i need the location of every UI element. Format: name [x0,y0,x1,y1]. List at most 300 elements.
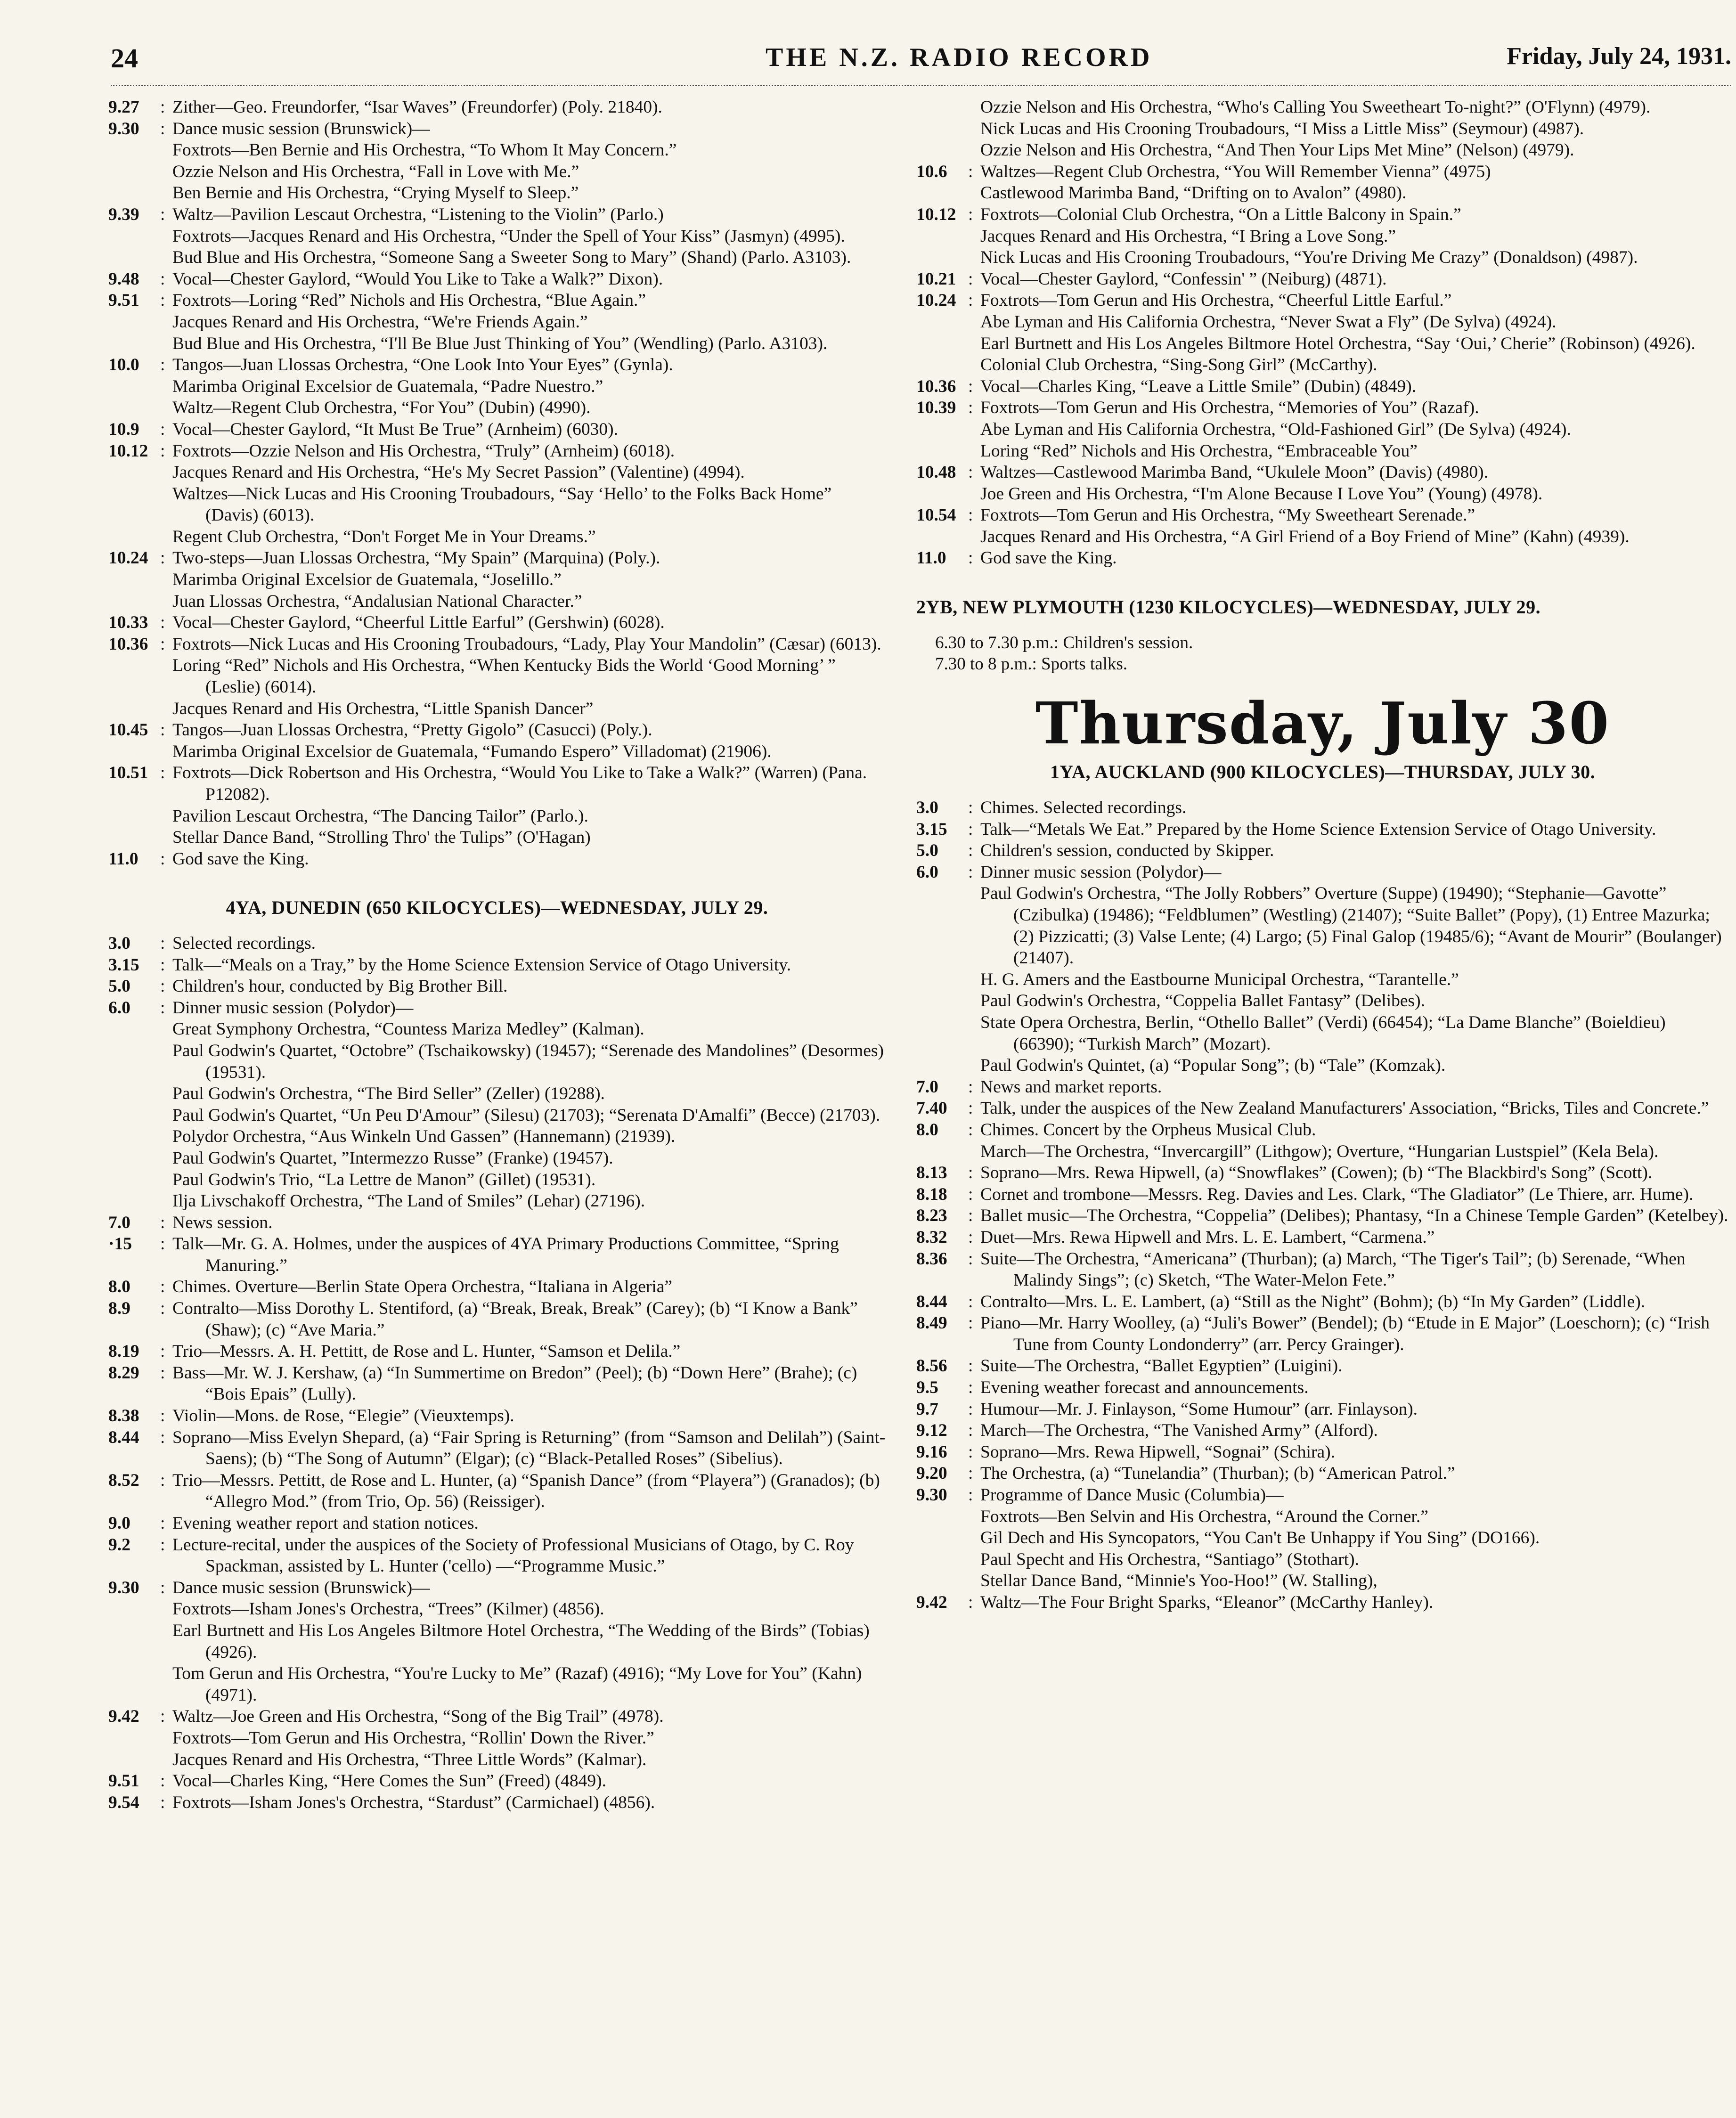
schedule-entry [916,1592,1729,1613]
entry-colon: : [968,1163,973,1183]
header-rule [111,85,1731,86]
schedule-entry [916,269,1729,290]
entry-line: News and market reports. [980,1077,1162,1097]
entry-text [980,1205,1729,1227]
entry-colon: : [160,1406,165,1426]
entry-line: Waltzes—Castlewood Marimba Band, “Ukulele Moon” (Davis) (4980). [980,463,1488,482]
entry-line: Foxtrots—Tom Gerun and His Orchestra, “Rollin' Down the River.” [172,1728,654,1748]
entry-line: Waltzes—Regent Club Orchestra, “You Will Remember Vienna” (4975) [980,162,1491,181]
entry-text [980,97,1729,161]
entry-time: 11.0 [916,548,946,568]
entry-line: Ozzie Nelson and His Orchestra, “Who's Calling You Sweetheart To-night?” (O'Flynn) (4979). [980,98,1651,117]
entry-line: Earl Burtnett and His Los Angeles Biltmore Hotel Orchestra, “The Wedding of the Birds” (Tobias) (4926). [172,1621,870,1662]
entry-line: Jacques Renard and His Orchestra, “I Bring a Love Song.” [980,226,1396,246]
entry-line: The Orchestra, (a) “Tunelandia” (Thurban); (b) “American Patrol.” [980,1464,1455,1483]
entry-line: March—The Orchestra, “The Vanished Army” (Alford). [980,1421,1378,1441]
entry-line: Juan Llossas Orchestra, “Andalusian National Character.” [172,591,582,611]
entry-line: Gil Dech and His Syncopators, “You Can't Be Unhappy if You Sing” (DO166). [980,1528,1540,1548]
entry-time: 3.0 [108,933,130,953]
entry-colon: : [968,162,973,181]
entry-colon: : [160,441,165,461]
schedule-entry [108,976,886,997]
entry-colon: : [160,1299,165,1319]
entry-colon: : [160,1213,165,1232]
entry-colon: : [160,98,165,117]
entry-time: 8.29 [108,1363,139,1383]
entry-line: Jacques Renard and His Orchestra, “We're Friends Again.” [172,312,588,332]
entry-colon: : [968,1099,973,1118]
schedule-entry [916,204,1729,269]
left-block-b [108,933,886,1813]
entry-line: Soprano—Mrs. Rewa Hipwell, “Sognai” (Schira). [980,1442,1335,1462]
entry-time: 9.12 [916,1421,947,1441]
entry-line: Jacques Renard and His Orchestra, “He's My Secret Passion” (Valentine) (4994). [172,463,745,482]
entry-colon: : [968,819,973,839]
entry-line: Joe Green and His Orchestra, “I'm Alone Because I Love You” (Young) (4978). [980,484,1543,504]
schedule-entry [916,819,1729,840]
entry-line: Foxtrots—Ozzie Nelson and His Orchestra, “Truly” (Arnheim) (6018). [172,441,675,461]
schedule-entry [108,848,886,870]
entry-text [172,933,886,954]
entry-colon: : [968,204,973,224]
entry-colon: : [968,1077,973,1097]
entry-line: Nick Lucas and His Crooning Troubadours, “I Miss a Little Miss” (Seymour) (4987). [980,119,1584,138]
entry-text [980,547,1729,569]
schedule-entry [916,1184,1729,1206]
entry-text [172,1427,886,1470]
entry-line: Children's hour, conducted by Big Brother Bill. [172,977,508,996]
entry-line: Humour—Mr. J. Finlayson, “Some Humour” (arr. Finlayson). [980,1399,1418,1419]
page-header [111,42,1731,85]
right-block-b [916,797,1729,1613]
schedule-entry [916,862,1729,1076]
schedule-entry [108,1427,886,1470]
schedule-entry [108,290,886,354]
entry-colon: : [160,1427,165,1447]
entry-line: Suite—The Orchestra, “Ballet Egyptien” (Luigini). [980,1356,1343,1376]
schedule-entry [916,290,1729,375]
schedule-entry [916,1312,1729,1355]
entry-time: 9.0 [108,1514,130,1533]
entry-text [172,1233,886,1276]
entry-text [980,840,1729,862]
right-block-a [916,97,1729,569]
entry-colon: : [968,798,973,818]
entry-line: Pavilion Lescaut Orchestra, “The Dancing Tailor” (Parlo.). [172,806,588,826]
entry-text [172,1513,886,1534]
entry-text [980,1248,1729,1291]
entry-line: Marimba Original Excelsior de Guatemala, “Joselillo.” [172,570,562,590]
entry-time: 9.30 [108,119,139,138]
entry-text [980,1227,1729,1248]
schedule-entry [108,354,886,419]
entry-time: 6.0 [916,862,938,882]
entry-line: Talk—“Metals We Eat.” Prepared by the Home Science Extension Service of Otago University. [980,819,1656,839]
entry-time: 8.23 [916,1206,947,1226]
entry-text [172,976,886,997]
entry-line: Waltz—Regent Club Orchestra, “For You” (Dubin) (4990). [172,398,591,418]
entry-line: Waltzes—Nick Lucas and His Crooning Troubadours, “Say ‘Hello’ to the Folks Back Home” (Davis) (6013). [172,484,832,525]
entry-colon: : [160,291,165,310]
entry-colon: : [968,398,973,418]
entry-text [172,1405,886,1427]
entry-line: Paul Godwin's Quartet, “Un Peu D'Amour” (Silesu) (21703); “Serenata D'Amalfi” (Becce) (21703). [172,1105,880,1125]
entry-line: Foxtrots—Tom Gerun and His Orchestra, “My Sweetheart Serenade.” [980,505,1475,525]
section-2yb-lines [916,632,1729,675]
entry-line: Waltz—The Four Bright Sparks, “Eleanor” (McCarthy Hanley). [980,1593,1434,1612]
entry-text [172,290,886,354]
schedule-entry [916,547,1729,569]
entry-time: 8.32 [916,1227,947,1247]
entry-time: 9.42 [916,1593,947,1612]
entry-time: 7.0 [916,1077,938,1097]
entry-text [172,1792,886,1814]
entry-time: 10.51 [108,763,148,783]
entry-text [172,1341,886,1362]
entry-colon: : [160,1771,165,1791]
entry-line: Tom Gerun and His Orchestra, “You're Lucky to Me” (Razaf) (4916); “My Love for You” (Kahn) (4971). [172,1664,862,1705]
entry-text [980,397,1729,462]
entry-colon: : [160,355,165,375]
entry-text [980,290,1729,375]
entry-time: 9.48 [108,269,139,289]
entry-colon: : [160,998,165,1018]
entry-colon: : [968,1399,973,1419]
entry-colon: : [160,119,165,138]
entry-text [172,634,886,719]
schedule-entry [108,1405,886,1427]
schedule-entry [916,1377,1729,1399]
left-block-a [108,97,886,870]
entry-line: Dinner music session (Polydor)— [172,998,414,1018]
entry-colon: : [160,613,165,633]
entry-line: Polydor Orchestra, “Aus Winkeln Und Gassen” (Hannemann) (21939). [172,1127,676,1147]
entry-line: Vocal—Chester Gaylord, “Would You Like to Take a Walk?” Dixon). [172,269,663,289]
entry-line: Chimes. Selected recordings. [980,798,1187,818]
entry-colon: : [160,763,165,783]
entry-time: 8.52 [108,1470,139,1490]
entry-line: Stellar Dance Band, “Minnie's Yoo-Hoo!” (W. Stalling), [980,1571,1377,1591]
schedule-entry [108,1534,886,1577]
entry-text [980,1184,1729,1206]
entry-line: Children's session, conducted by Skipper. [980,841,1274,861]
entry-time: 10.36 [108,634,148,654]
entry-colon: : [160,1707,165,1727]
entry-line: Contralto—Mrs. L. E. Lambert, (a) “Still as the Night” (Bohm); (b) “In My Garden” (Liddle). [980,1292,1646,1312]
entry-line: Chimes. Overture—Berlin State Opera Orchestra, “Italiana in Algeria” [172,1277,673,1297]
entry-colon: : [160,1578,165,1597]
entry-colon: : [968,291,973,310]
entry-line: Talk—Mr. G. A. Holmes, under the auspices of 4YA Primary Productions Committee, “Spring Manuring.” [172,1234,839,1275]
issue-date: Friday, July 24, 1931. [1507,43,1731,70]
entry-line: Vocal—Charles King, “Here Comes the Sun” (Freed) (4849). [172,1771,606,1791]
entry-text [980,1420,1729,1442]
entry-line: State Opera Orchestra, Berlin, “Othello Ballet” (Verdi) (66454); “La Dame Blanche” (Boieldieu) (66390); “Turkish March” (Mozart). [980,1012,1666,1054]
entry-time: 8.44 [916,1292,947,1312]
entry-time: 8.0 [916,1120,938,1140]
schedule-entry [108,1706,886,1770]
schedule-entry [108,1212,886,1234]
schedule-entry [108,1577,886,1706]
entry-colon: : [968,1120,973,1140]
entry-time: 9.16 [916,1442,947,1462]
entry-time: 10.12 [916,204,956,224]
entry-colon: : [968,1227,973,1247]
entry-time: 9.2 [108,1535,130,1555]
schedule-entry [108,1513,886,1534]
entry-line: Zither—Geo. Freundorfer, “Isar Waves” (Freundorfer) (Poly. 21840). [172,98,662,117]
entry-line: Bud Blue and His Orchestra, “I'll Be Blue Just Thinking of You” (Wendling) (Parlo. A3103). [172,334,828,353]
entry-time: 7.0 [108,1213,130,1232]
entry-time: 10.21 [916,269,956,289]
schedule-entry [108,97,886,118]
entry-line: Foxtrots—Tom Gerun and His Orchestra, “Memories of You” (Razaf). [980,398,1479,418]
entry-time: 10.12 [108,441,148,461]
entry-line: Foxtrots—Dick Robertson and His Orchestra, “Would You Like to Take a Walk?” (Warren) (Pana. P12082). [172,763,867,804]
section-heading-4ya: 4YA, DUNEDIN (650 KILOCYCLES)—WEDNESDAY, JULY 29. [226,897,768,919]
entry-text [172,848,886,870]
entry-colon: : [160,933,165,953]
entry-time: 10.24 [108,548,148,568]
entry-line: News session. [172,1213,273,1232]
entry-line: Suite—The Orchestra, “Americana” (Thurban); (a) March, “The Tiger's Tail”; (b) Serenade, “When Malindy Sings”; (c) Sketch, “The Water-Melon Fete.” [980,1249,1686,1290]
entry-line: Tangos—Juan Llossas Orchestra, “Pretty Gigolo” (Casucci) (Poly.). [172,720,652,740]
entry-line: H. G. Amers and the Eastbourne Municipal Orchestra, “Tarantelle.” [980,969,1459,989]
entry-colon: : [968,1485,973,1505]
entry-line: Paul Godwin's Orchestra, “The Bird Seller” (Zeller) (19288). [172,1084,605,1104]
entry-line: Foxtrots—Ben Bernie and His Orchestra, “To Whom It May Concern.” [172,140,677,160]
schedule-entry [916,840,1729,862]
entry-line: Talk—“Meals on a Tray,” by the Home Science Extension Service of Otago University. [172,955,791,975]
entry-line: Chimes. Concert by the Orpheus Musical Club. [980,1120,1316,1140]
entry-colon: : [160,720,165,740]
entry-time: 11.0 [108,849,139,869]
entry-text [980,1592,1729,1613]
entry-time: 6.0 [108,998,130,1018]
entry-line: Piano—Mr. Harry Woolley, (a) “Juli's Bower” (Bendel); (b) “Etude in E Major” (Loeschorn); (c) “Irish Tune from County Londonderry” (arr. Percy Grainger). [980,1313,1710,1354]
entry-time: 9.5 [916,1378,938,1398]
entry-time: 9.27 [108,98,139,117]
entry-text [980,505,1729,547]
entry-line: Jacques Renard and His Orchestra, “A Girl Friend of a Boy Friend of Mine” (Kahn) (4939). [980,527,1630,546]
schedule-entry [108,118,886,204]
right-column [916,97,1729,1613]
entry-line: Ozzie Nelson and His Orchestra, “Fall in Love with Me.” [172,162,579,181]
entry-text [172,204,886,269]
entry-text [172,1770,886,1792]
entry-line: Paul Godwin's Quartet, ”Intermezzo Russe” (Franke) (19457). [172,1148,613,1168]
schedule-entry [916,1463,1729,1484]
section-heading-1ya: 1YA, AUCKLAND (900 KILOCYCLES)—THURSDAY, JULY 30. [1050,761,1596,783]
entry-colon: : [160,548,165,568]
schedule-entry [108,762,886,848]
schedule-entry [916,505,1729,547]
schedule-entry [916,1205,1729,1227]
entry-time: 9.30 [916,1485,947,1505]
entry-text [980,1442,1729,1463]
entry-colon: : [160,977,165,996]
entry-text [980,204,1729,269]
entry-time: 9.39 [108,204,139,224]
entry-colon: : [968,1464,973,1483]
entry-line: Loring “Red” Nichols and His Orchestra, “Embraceable You” [980,441,1418,461]
entry-line: Vocal—Chester Gaylord, “Confessin' ” (Neiburg) (4871). [980,269,1387,289]
schedule-entry [108,1233,886,1276]
entry-text [172,440,886,548]
schedule-entry [108,204,886,269]
entry-time: 8.13 [916,1163,947,1183]
entry-time: 9.20 [916,1464,947,1483]
schedule-entry [108,419,886,440]
entry-time: 7.40 [916,1099,947,1118]
entry-line: Foxtrots—Isham Jones's Orchestra, “Trees” (Kilmer) (4856). [172,1599,604,1619]
entry-line: Loring “Red” Nichols and His Orchestra, “When Kentucky Bids the World ‘Good Morning’ ” (Leslie) (6014). [172,656,836,697]
entry-line: Violin—Mons. de Rose, “Elegie” (Vieuxtemps). [172,1406,514,1426]
entry-time: 5.0 [916,841,938,861]
entry-line: Dinner music session (Polydor)— [980,862,1222,882]
entry-colon: : [968,1593,973,1612]
entry-text [172,354,886,419]
entry-text [172,762,886,848]
entry-colon: : [160,419,165,439]
day-heading: Thursday, July 30 [1035,689,1610,757]
entry-line: Castlewood Marimba Band, “Drifting on to Avalon” (4980). [980,183,1407,203]
entry-line: Jacques Renard and His Orchestra, “Three Little Words” (Kalmar). [172,1750,647,1769]
entry-text [172,1577,886,1706]
entry-colon: : [968,548,973,568]
schedule-entry [916,1119,1729,1162]
schedule-entry [108,1362,886,1405]
entry-text [980,1399,1729,1420]
entry-line: Ozzie Nelson and His Orchestra, “And Then Your Lips Met Mine” (Nelson) (4979). [980,140,1574,160]
entry-line: Contralto—Miss Dorothy L. Stentiford, (a) “Break, Break, Break” (Carey); (b) “I Know a Bank” (Shaw); (c) “Ave Maria.” [172,1299,858,1340]
entry-colon: : [160,1535,165,1555]
entry-time: 10.36 [916,376,956,396]
entry-line: Regent Club Orchestra, “Don't Forget Me in Your Dreams.” [172,527,596,546]
entry-colon: : [968,1206,973,1226]
entry-line: Vocal—Charles King, “Leave a Little Smile” (Dubin) (4849). [980,376,1417,396]
entry-time: 9.51 [108,1771,139,1791]
entry-line: Waltz—Joe Green and His Orchestra, “Song of the Big Trail” (4978). [172,1707,664,1727]
entry-line: Waltz—Pavilion Lescaut Orchestra, “Listening to the Violin” (Parlo.) [172,204,664,224]
entry-time: 8.19 [108,1342,139,1361]
entry-line: God save the King. [980,548,1117,568]
entry-line: Foxtrots—Loring “Red” Nichols and His Orchestra, “Blue Again.” [172,291,646,310]
entry-text [172,547,886,612]
entry-time: 8.56 [916,1356,947,1376]
entry-colon: : [968,1378,973,1398]
schedule-entry [108,1276,886,1298]
schedule-entry [108,954,886,976]
entry-line: March—The Orchestra, “Invercargill” (Lithgow); Overture, “Hungarian Lustspiel” (Kela Bela). [980,1141,1659,1161]
entry-colon: : [968,1313,973,1333]
schedule-entry [916,1227,1729,1248]
schedule-entry [916,797,1729,819]
entry-text [172,1212,886,1234]
entry-time: 8.18 [916,1184,947,1204]
schedule-entry [916,1291,1729,1313]
entry-time: 3.15 [108,955,139,975]
entry-line: Vocal—Chester Gaylord, “Cheerful Little Earful” (Gershwin) (6028). [172,613,665,633]
entry-time: 9.51 [108,291,139,310]
schedule-entry [108,547,886,612]
entry-line: Foxtrots—Colonial Club Orchestra, “On a Little Balcony in Spain.” [980,204,1461,224]
entry-colon: : [160,204,165,224]
schedule-entry [916,1098,1729,1119]
entry-line: Marimba Original Excelsior de Guatemala, “Padre Nuestro.” [172,376,603,396]
entry-text [172,1362,886,1405]
entry-line: Evening weather report and station notices. [172,1514,479,1533]
entry-colon: : [968,505,973,525]
entry-text [980,376,1729,398]
entry-colon: : [160,1342,165,1361]
entry-text [172,118,886,204]
schedule-entry [916,1399,1729,1420]
entry-line: Abe Lyman and His California Orchestra, “Old-Fashioned Girl” (De Sylva) (4924). [980,419,1571,439]
entry-line: Earl Burtnett and His Los Angeles Biltmore Hotel Orchestra, “Say ‘Oui,’ Cherie” (Robinson) (4926). [980,334,1695,353]
entry-line: Foxtrots—Isham Jones's Orchestra, “Stardust” (Carmichael) (4856). [172,1792,655,1812]
entry-line: Duet—Mrs. Rewa Hipwell and Mrs. L. E. Lambert, “Carmena.” [980,1227,1435,1247]
entry-line: Ballet music—The Orchestra, “Coppelia” (Delibes); Phantasy, “In a Chinese Temple Garden” (Ketelbey). [980,1206,1728,1226]
entry-line: Bass—Mr. W. J. Kershaw, (a) “In Summertime on Bredon” (Peel); (b) “Down Here” (Brahe); (c) “Bois Epais” (Lully). [172,1363,857,1404]
entry-line: Foxtrots—Ben Selvin and His Orchestra, “Around the Corner.” [980,1507,1428,1526]
entry-text [172,612,886,634]
entry-line: Stellar Dance Band, “Strolling Thro' the Tulips” (O'Hagan) [172,828,591,847]
entry-text [980,462,1729,505]
entry-time: 8.38 [108,1406,139,1426]
entry-colon: : [968,841,973,861]
schedule-entry [108,1470,886,1513]
entry-colon: : [968,1292,973,1312]
entry-time: 9.54 [108,1792,139,1812]
entry-text [980,1291,1729,1313]
entry-line: Evening weather forecast and announcements. [980,1378,1309,1398]
entry-text [172,97,886,118]
entry-line: Talk, under the auspices of the New Zealand Manufacturers' Association, “Bricks, Tiles and Concrete.” [980,1099,1709,1118]
schedule-entry [916,161,1729,204]
schedule-entry [916,376,1729,398]
entry-line: Cornet and trombone—Messrs. Reg. Davies and Les. Clark, “The Gladiator” (Le Thiere, arr. Hume). [980,1184,1694,1204]
entry-time: 10.9 [108,419,139,439]
masthead-title: THE N.Z. RADIO RECORD [766,43,1153,72]
entry-line: Trio—Messrs. A. H. Pettitt, de Rose and L. Hunter, “Samson et Delila.” [172,1342,681,1361]
entry-line: Paul Specht and His Orchestra, “Santiago” (Stothart). [980,1549,1359,1569]
entry-line: Paul Godwin's Orchestra, “The Jolly Robbers” Overture (Suppe) (19490); “Stephanie—Gavotte” (Czibulka) (19486); “Feldblumen” (Westling) (21407); “Suite Ballet” (Popy), (1) Entree Mazurka; (2) Pizzicatti; (3) Valse Lente; (4) Largo; (5) Final Galop (19485/6); “Avant de Mourir” (Boulanger) (21407). [980,884,1722,968]
entry-colon: : [160,1470,165,1490]
schedule-entry [108,440,886,548]
entry-time: 10.33 [108,613,148,633]
entry-line: Colonial Club Orchestra, “Sing-Song Girl” (McCarthy). [980,355,1377,375]
schedule-entry [916,462,1729,505]
entry-line: Dance music session (Brunswick)— [172,1578,430,1597]
entry-line: Marimba Original Excelsior de Guatemala, “Fumando Espero” Villadomat) (21906). [172,741,772,761]
entry-time: 10.45 [108,720,148,740]
schedule-entry [916,1076,1729,1098]
entry-text [980,1076,1729,1098]
entry-text [980,161,1729,204]
schedule-entry [916,1442,1729,1463]
entry-text [172,1298,886,1341]
page-number: 24 [111,43,138,73]
entry-text [980,1312,1729,1355]
entry-line: Soprano—Mrs. Rewa Hipwell, (a) “Snowflakes” (Cowen); (b) “The Blackbird's Song” (Scott). [980,1163,1653,1183]
entry-line: Bud Blue and His Orchestra, “Someone Sang a Sweeter Song to Mary” (Shand) (Parlo. A3103). [172,248,851,268]
entry-text [172,419,886,440]
entry-colon: : [968,862,973,882]
entry-colon: : [160,849,165,869]
section-heading-2yb: 2YB, NEW PLYMOUTH (1230 KILOCYCLES)—WEDNESDAY, JULY 29. [916,596,1541,618]
entry-text [980,797,1729,819]
